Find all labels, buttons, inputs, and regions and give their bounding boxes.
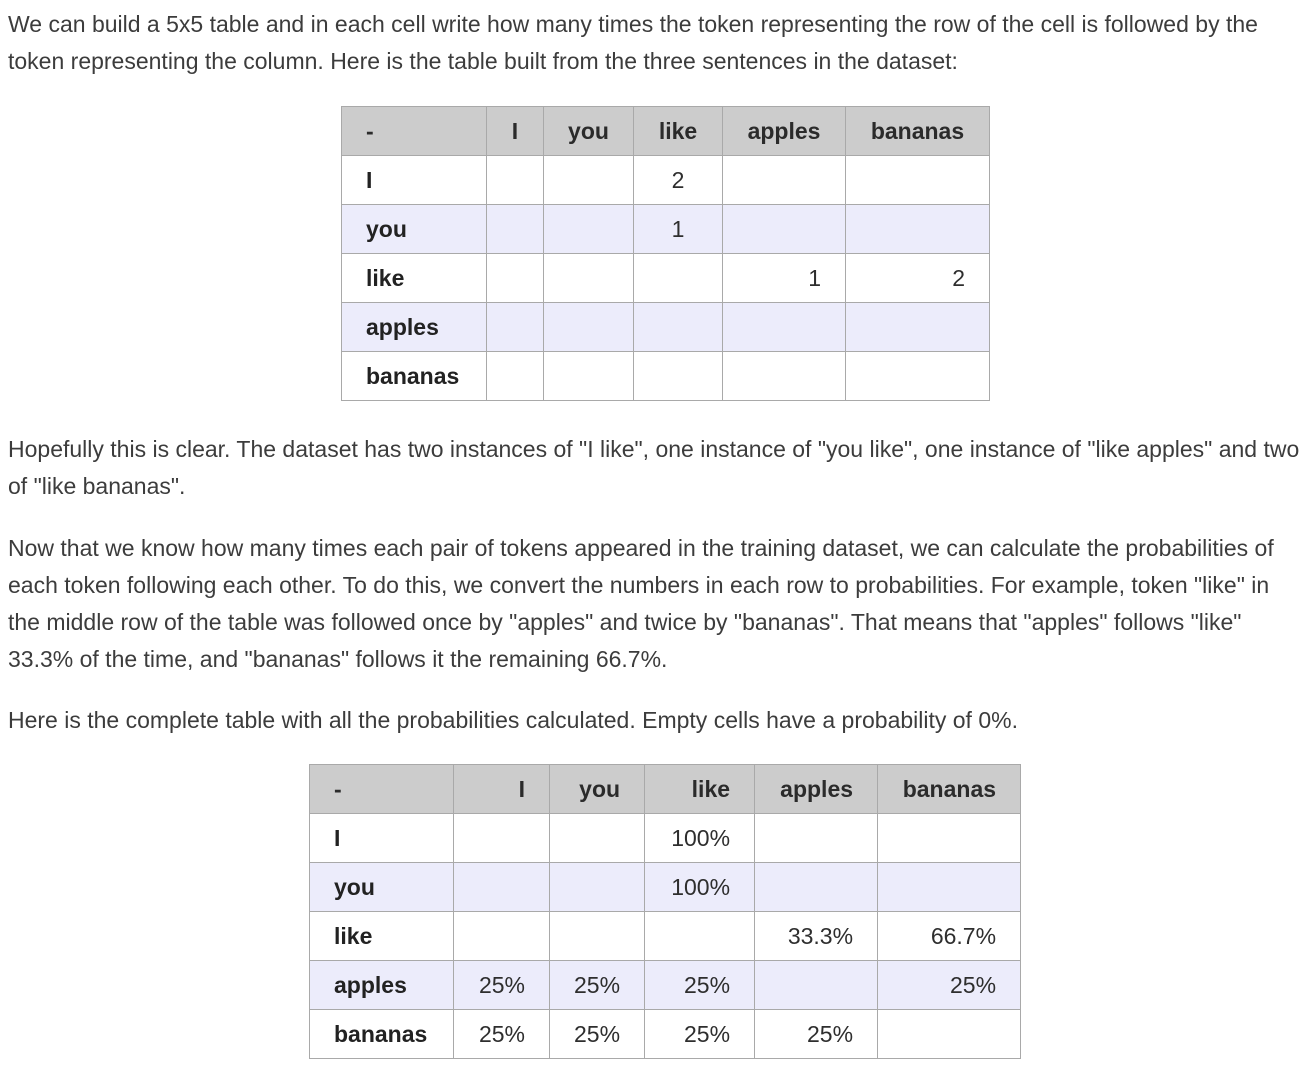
probabilities-paragraph: Now that we know how many times each pair of tokens appeared in the training dataset, we can calculate the probabilities of each token following each other. To do this, we convert the numbers in each row to probabilities. For example, token "like" in the middle row of the table was followed once by "apples" and twice by "bananas". That means that "apples" follows "like" 33.3% of the time, and "bananas" follows it the remaining 66.7%. — [8, 535, 1274, 672]
table-cell — [723, 352, 846, 401]
table-cell — [846, 205, 990, 254]
table-cell: 25% — [645, 1010, 755, 1059]
table-cell: 2 — [846, 254, 990, 303]
table-cell — [487, 352, 544, 401]
table-cell — [846, 352, 990, 401]
table-cell — [544, 254, 634, 303]
table-cell — [634, 303, 723, 352]
table-row — [342, 205, 990, 254]
table-cell — [634, 254, 723, 303]
count-table-col-header-apples: apples — [723, 107, 846, 156]
table-cell — [454, 912, 550, 961]
table-cell: 25% — [550, 961, 645, 1010]
table-cell: 25% — [878, 961, 1021, 1010]
row-header-i: I — [310, 814, 454, 863]
table-cell — [878, 863, 1021, 912]
table-cell: 25% — [755, 1010, 878, 1059]
table-cell — [544, 352, 634, 401]
table-row — [310, 1010, 1021, 1059]
row-header-you: you — [310, 863, 454, 912]
probability-table-col-header-i: I — [454, 765, 550, 814]
table-cell — [755, 961, 878, 1010]
count-table-col-header-i: I — [487, 107, 544, 156]
row-header-like: like — [342, 254, 487, 303]
table-cell: 1 — [634, 205, 723, 254]
probability-table-header-row — [310, 765, 1021, 814]
probability-table-col-header-apples: apples — [755, 765, 878, 814]
complete-table-paragraph: Here is the complete table with all the probabilities calculated. Empty cells have a probability of 0%. — [8, 707, 1018, 733]
row-header-apples: apples — [310, 961, 454, 1010]
table-cell: 100% — [645, 863, 755, 912]
table-cell — [544, 303, 634, 352]
table-row — [342, 156, 990, 205]
table-row — [310, 961, 1021, 1010]
table-cell — [723, 156, 846, 205]
table-cell — [487, 205, 544, 254]
table-cell — [878, 1010, 1021, 1059]
table-cell: 25% — [645, 961, 755, 1010]
row-header-apples: apples — [342, 303, 487, 352]
table-cell — [454, 863, 550, 912]
row-header-i: I — [342, 156, 487, 205]
table-cell: 25% — [454, 1010, 550, 1059]
probability-table-col-header-bananas: bananas — [878, 765, 1021, 814]
table-cell — [645, 912, 755, 961]
table-cell — [487, 303, 544, 352]
table-row — [310, 912, 1021, 961]
row-header-bananas: bananas — [310, 1010, 454, 1059]
table-cell: 25% — [454, 961, 550, 1010]
count-table — [341, 106, 990, 401]
probability-table-col-header-like: like — [645, 765, 755, 814]
table-cell: 33.3% — [755, 912, 878, 961]
table-cell — [550, 814, 645, 863]
table-cell — [550, 912, 645, 961]
table-cell — [544, 156, 634, 205]
table-cell — [487, 254, 544, 303]
table-row — [342, 303, 990, 352]
table-cell — [544, 205, 634, 254]
table-cell — [755, 863, 878, 912]
row-header-bananas: bananas — [342, 352, 487, 401]
count-table-col-header-you: you — [544, 107, 634, 156]
table-cell — [550, 863, 645, 912]
count-table-corner-header: - — [342, 107, 487, 156]
table-cell: 2 — [634, 156, 723, 205]
table-cell: 1 — [723, 254, 846, 303]
table-cell: 100% — [645, 814, 755, 863]
row-header-you: you — [342, 205, 487, 254]
count-table-col-header-like: like — [634, 107, 723, 156]
table-row — [310, 863, 1021, 912]
intro-paragraph: We can build a 5x5 table and in each cell write how many times the token representing the row of the cell is followed by the token representing the column. Here is the table built from the three sentences in the dataset: — [8, 11, 1258, 74]
probability-table-col-header-you: you — [550, 765, 645, 814]
table-cell — [723, 205, 846, 254]
table-cell — [846, 303, 990, 352]
table-row — [342, 254, 990, 303]
table-row — [310, 814, 1021, 863]
probability-table-corner-header: - — [310, 765, 454, 814]
table-cell: 66.7% — [878, 912, 1021, 961]
table-cell: 25% — [550, 1010, 645, 1059]
table-cell — [487, 156, 544, 205]
table-cell — [878, 814, 1021, 863]
table-row — [342, 352, 990, 401]
table-cell — [755, 814, 878, 863]
probability-table — [309, 764, 1021, 1059]
table-cell — [846, 156, 990, 205]
table-cell — [723, 303, 846, 352]
count-table-header-row — [342, 107, 990, 156]
row-header-like: like — [310, 912, 454, 961]
count-table-col-header-bananas: bananas — [846, 107, 990, 156]
explanation-paragraph: Hopefully this is clear. The dataset has two instances of "I like", one instance of "you like", one instance of "like apples" and two of "like bananas". — [8, 436, 1300, 499]
table-cell — [634, 352, 723, 401]
table-cell — [454, 814, 550, 863]
